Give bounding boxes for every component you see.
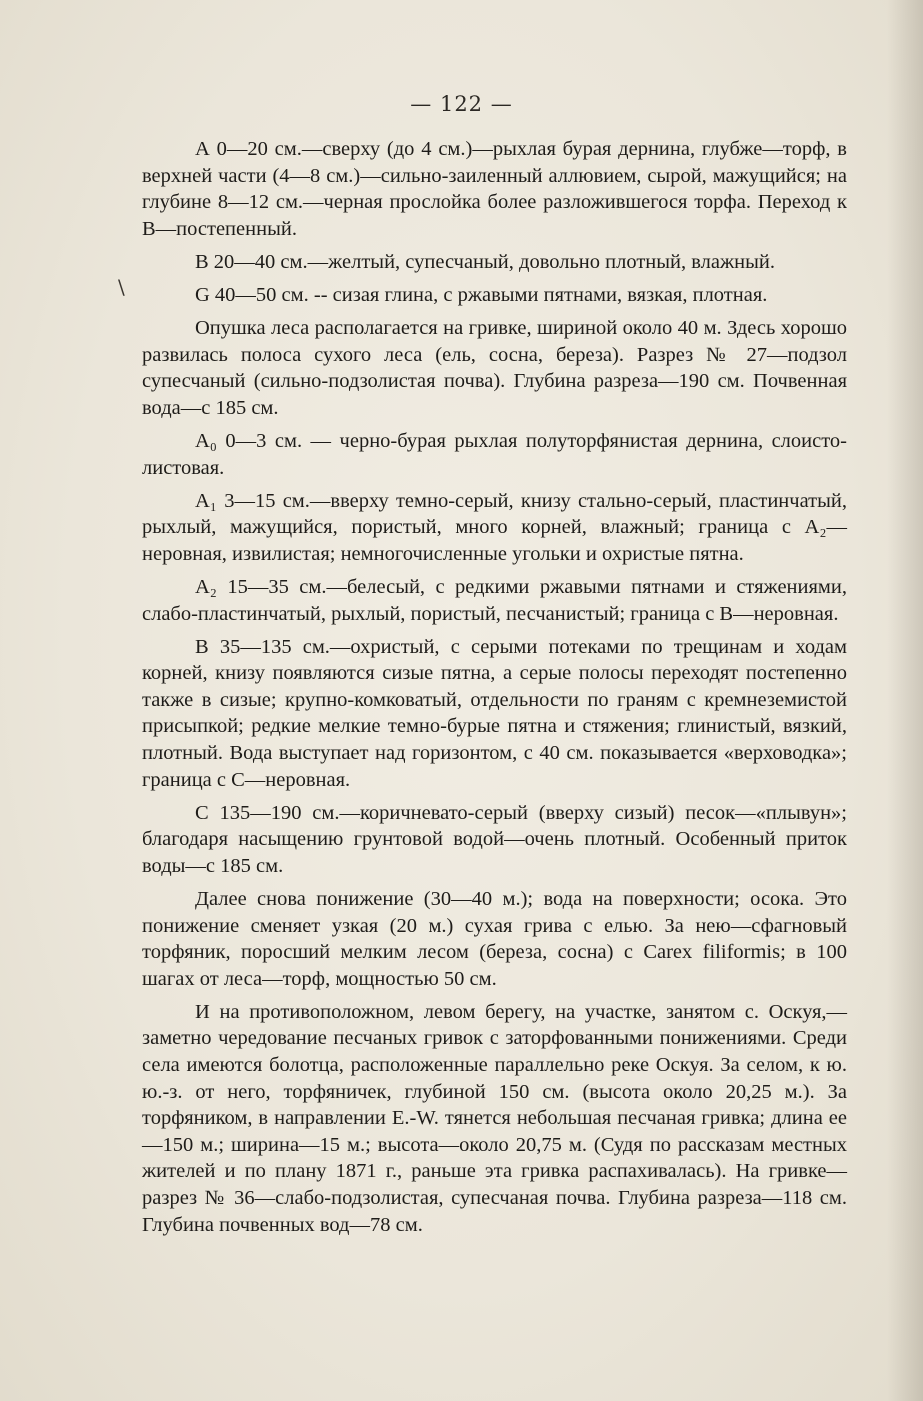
page-number: — 122 — (410, 92, 513, 116)
paragraph-depression: Далее снова понижение (30—40 м.); вода на поверхности; осока. Это понижение сменяет узкая (20 м.) сухая грива с елью. За нею—сфагновый торфяник, поросший мелким лесом (береза, сосна) с Carex filiformis; в 100 шагах от леса—торф, мощностью 50 см. (142, 887, 847, 990)
paragraph-horizon-a2: A₂ 15—35 см.—белесый, с редкими ржавыми пятнами и стяжениями, слабо-пластинчатый, рыхлый, пористый, песчанистый; граница с В—неровная. (142, 575, 847, 625)
paragraph-horizon-a0: A₀ 0—3 см. — черно-бурая рыхлая полуторфянистая дернина, слоисто-листовая. (142, 429, 847, 479)
page-body (142, 136, 847, 1245)
paragraph-horizon-b: В 20—40 см.—желтый, супесчаный, довольно плотный, влажный. (195, 250, 775, 273)
margin-mark: \ (118, 275, 125, 299)
paragraph-left-bank: И на противоположном, левом берегу, на участке, занятом с. Оскуя,—заметно чередование песчаных гривок с заторфованными понижениями. Среди села имеются болотца, расположенные параллельно реке Оскуя. За селом, к ю. ю.-з. от него, торфяничек, глубиной 150 см. (высота около 20,25 м.). За торфяником, в направлении E.-W. тянется небольшая песчаная гривка; длина ее—150 м.; ширина—15 м.; высота—около 20,75 м. (Судя по рассказам местных жителей и по плану 1871 г., раньше эта гривка распахивалась). На гривке—разрез № 36—слабо-подзолистая, супесчаная почва. Глубина разреза—118 см. Глубина почвенных вод—78 см. (142, 1000, 847, 1236)
paragraph-horizon-c: С 135—190 см.—коричневато-серый (вверху сизый) песок—«плывун»; благодаря насыщению грунтовой водой—очень плотный. Особенный приток воды—с 185 см. (142, 801, 847, 877)
paragraph-horizon-g: G 40—50 см. -- сизая глина, с ржавыми пятнами, вязкая, плотная. (195, 283, 768, 306)
paragraph-horizon-a: А 0—20 см.—сверху (до 4 см.)—рыхлая бурая дернина, глубже—торф, в верхней части (4—8 см.)—сильно-заиленный аллювием, сырой, мажущийся; на глубине 8—12 см.—черная прослойка более разложившегося торфа. Переход к В—постепенный. (142, 138, 847, 240)
page-edge-shadow (887, 0, 923, 1401)
paragraph-forest-edge: Опушка леса располагается на гривке, шириной около 40 м. Здесь хорошо развилась полоса сухого леса (ель, сосна, береза). Разрез № 27—подзол супесчаный (сильно-подзолистая почва). Глубина разреза—190 см. Почвенная вода—с 185 см. (142, 317, 847, 419)
paragraph-horizon-a1: A₁ 3—15 см.—вверху темно-серый, книзу стально-серый, пластинчатый, рыхлый, мажущийся, пористый, много корней, влажный; граница с A₂—неровная, извилистая; немногочисленные угольки и охристые пятна. (142, 489, 847, 565)
paragraph-horizon-b2: В 35—135 см.—охристый, с серыми потеками по трещинам и ходам корней, книзу появляются сизые пятна, а серые полосы переходят постепенно также в сизые; крупно-комковатый, отдельности по граням с кремнеземистой присыпкой; редкие мелкие темно-бурые пятна и стяжения; глинистый, вязкий, плотный. Вода выступает над горизонтом, с 40 см. показывается «верховодка»; граница с С—неровная. (142, 635, 847, 791)
